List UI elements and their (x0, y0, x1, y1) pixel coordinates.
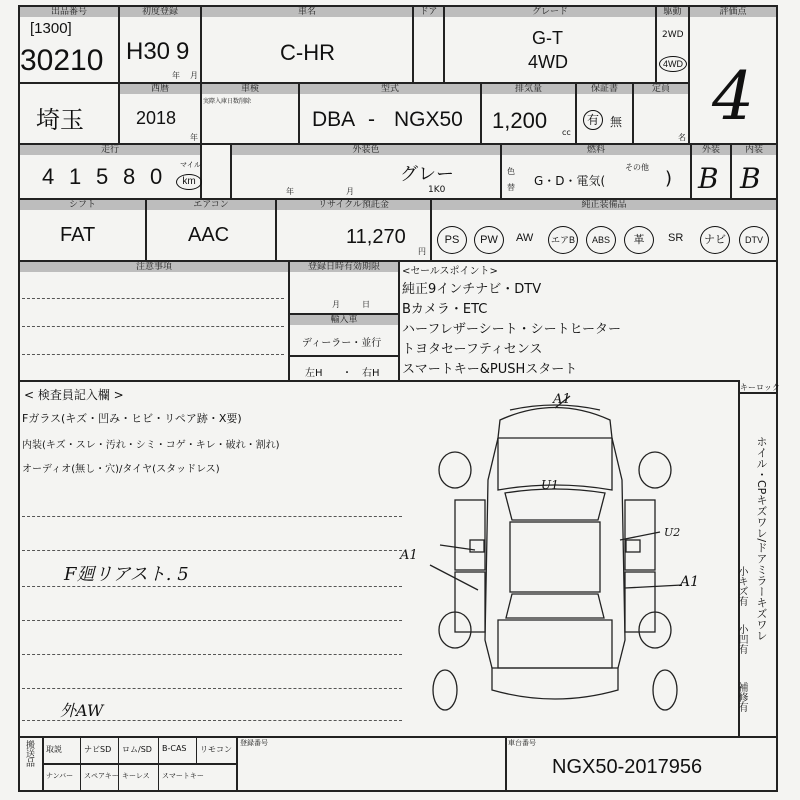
dealer-parallel: ディーラー・並行 (302, 338, 382, 349)
sales-point: Bカメラ・ETC (402, 302, 488, 317)
hdr-aircon: エアコン (147, 200, 275, 210)
hdr-grade: グレード (445, 7, 655, 17)
drive-4wd: 4WD (659, 56, 687, 72)
side-note-2b: 小凹有 (736, 624, 747, 654)
left-hand: 左H (305, 368, 323, 379)
equipment-item: AW (516, 232, 534, 244)
color-value: グレー (400, 164, 454, 185)
capacity-unit: 名 (678, 133, 686, 142)
model-sep: - (368, 108, 375, 131)
aircon-value: AAC (188, 224, 230, 246)
equipment-item: DTV (739, 226, 769, 254)
color-month-unit: 月 (346, 187, 354, 196)
inspector-line2: 内装(キズ・スレ・汚れ・シミ・コゲ・キレ・破れ・割れ) (22, 440, 280, 451)
shipping-item: リモコン (200, 745, 232, 754)
inspector-hand1: F廻リアスト. 5 (64, 564, 189, 585)
hdr-import: 輸入車 (290, 315, 398, 325)
inspector-hand2: 外AW (60, 701, 104, 720)
recycle-value: 11,270 (346, 226, 406, 248)
shipping-item: B-CAS (162, 744, 187, 753)
hdr-capacity: 定員 (634, 84, 688, 94)
hand-dot: ・ (342, 368, 352, 379)
hdr-shift: シフト (20, 200, 145, 210)
car-name: C-HR (280, 40, 335, 65)
hdr-model: 型式 (300, 84, 480, 94)
mileage-digit: 0 (150, 164, 163, 189)
mid-day: 日 (362, 300, 370, 309)
mark-right-u: U2 (664, 526, 681, 539)
shipping-item: スペアキー (84, 772, 119, 780)
recycle-unit: 円 (418, 247, 426, 256)
fuel-other: その他 (625, 163, 649, 172)
hdr-displacement: 排気量 (482, 84, 575, 94)
sales-point: 純正9インチナビ・DTV (402, 282, 542, 297)
equipment-item: ABS (586, 226, 616, 254)
equipment-item: PW (474, 226, 504, 254)
hdr-equipment: 純正装備品 (432, 200, 776, 210)
first-reg-month: 9 (176, 38, 190, 65)
western-year: 2018 (136, 108, 177, 128)
shipping-label: 搬送品 (24, 740, 34, 767)
first-reg-era: H30 (126, 38, 171, 65)
mileage-unit-km: km (176, 174, 202, 190)
score-value: 4 (712, 58, 754, 135)
sales-point: スマートキー&PUSHスタート (402, 362, 578, 377)
fuel-close: ) (665, 168, 673, 189)
grade-line1: G-T (532, 28, 563, 48)
fuel-text: G・D・電気( (534, 174, 606, 188)
hdr-reg: 車検 (202, 84, 298, 94)
shipping-item: スマートキー (162, 772, 204, 780)
reg-note: 実際入庫日数削除 (203, 98, 252, 105)
inspector-header: < 検査員記入欄 > (24, 388, 124, 402)
sales-point: トヨタセーフティセンス (402, 342, 543, 357)
hdr-score: 評価点 (690, 7, 776, 17)
mark-right-a: A1 (680, 574, 700, 590)
equipment-item: PS (437, 226, 467, 254)
sales-point: ハーフレザーシート・シートヒーター (402, 322, 622, 337)
western-unit: 年 (190, 133, 198, 142)
displacement: 1,200 (492, 108, 548, 133)
hdr-lot: 出品番号 (20, 7, 118, 17)
mark-roof: U1 (541, 478, 559, 492)
hdr-recycle: リサイクル預託金 (277, 200, 430, 210)
mark-front: A1 (553, 392, 571, 407)
mileage-digit: 5 (96, 164, 109, 189)
hdr-first-reg: 初度登録 (120, 7, 200, 17)
color-year-unit: 年 (286, 187, 294, 196)
mileage-digit: 4 (42, 164, 55, 189)
hdr-warranty: 保証書 (577, 84, 632, 94)
hdr-reg-own: 登録日時有効期限 (290, 262, 398, 272)
model-code: NGX50 (394, 108, 463, 131)
chassis-label: 車台番号 (508, 739, 536, 747)
sales-points-header: <セールスポイント> (402, 266, 498, 277)
color-change1: 色 (507, 167, 515, 176)
shift-value: FAT (60, 224, 96, 246)
interior-grade: B (740, 162, 761, 195)
warranty-none: 無 (610, 115, 623, 129)
mark-left: A1 (400, 548, 418, 563)
side-note-2a: 小キズ有 (736, 566, 747, 606)
drive-2wd: 2WD (662, 30, 684, 40)
hdr-exterior: 外装 (692, 145, 730, 155)
color-change2: 替 (507, 183, 515, 192)
mileage-digit: 8 (123, 164, 136, 189)
shipping-item: ナビSD (84, 745, 112, 754)
warranty-has: 有 (583, 110, 603, 130)
hdr-car-name: 車名 (202, 7, 412, 17)
first-reg-year-unit: 年 (172, 71, 180, 80)
grade-line2: 4WD (528, 52, 568, 72)
side-note-col1: ホイル・CPキズワレ/ドアミラーキズワレ (755, 436, 768, 642)
side-note-2c: 補修有 (736, 682, 747, 712)
shipping-item: ロム/SD (122, 745, 152, 754)
region: 埼玉 (36, 106, 84, 134)
model-prefix: DBA (312, 108, 356, 131)
hdr-fuel: 燃料 (502, 145, 690, 155)
chassis-no: NGX50-2017956 (552, 756, 703, 778)
hdr-mileage: 走行 (20, 145, 200, 155)
mid-month: 月 (332, 300, 340, 309)
shipping-item: キーレス (122, 772, 150, 780)
exterior-grade: B (698, 162, 719, 195)
equipment-item: エアB (548, 226, 578, 254)
inspector-line1: Fガラス(キズ・凹み・ヒビ・リペア跡・X要) (22, 412, 242, 425)
hdr-door: ドア (414, 7, 443, 17)
hdr-color: 外装色 (232, 145, 500, 155)
lot-bracket: [1300] (30, 20, 72, 37)
hdr-western: 西暦 (120, 84, 200, 94)
right-hand: 右H (362, 368, 380, 379)
shipping-item: 取説 (46, 745, 62, 754)
inspector-line3: オーディオ(無し・穴)/タイヤ(スタッドレス) (22, 464, 220, 475)
reg-no-label: 登録番号 (240, 739, 268, 747)
lot-number: 30210 (20, 44, 104, 77)
shipping-item: ナンバー (46, 772, 74, 780)
mileage-unit-mile: マイル (180, 161, 201, 169)
equipment-item: ナビ (700, 226, 730, 254)
hdr-interior: 内装 (732, 145, 776, 155)
equipment-item: SR (668, 232, 684, 244)
equipment-item: 革 (624, 226, 654, 254)
hdr-drive: 駆動 (657, 7, 688, 17)
key-lock-label: キーロック (740, 383, 780, 392)
hdr-notes: 注意事項 (20, 262, 288, 272)
color-code: 1K0 (428, 185, 446, 195)
displacement-unit: cc (562, 128, 571, 137)
first-reg-month-unit: 月 (190, 71, 198, 80)
mileage-digit: 1 (69, 164, 82, 189)
